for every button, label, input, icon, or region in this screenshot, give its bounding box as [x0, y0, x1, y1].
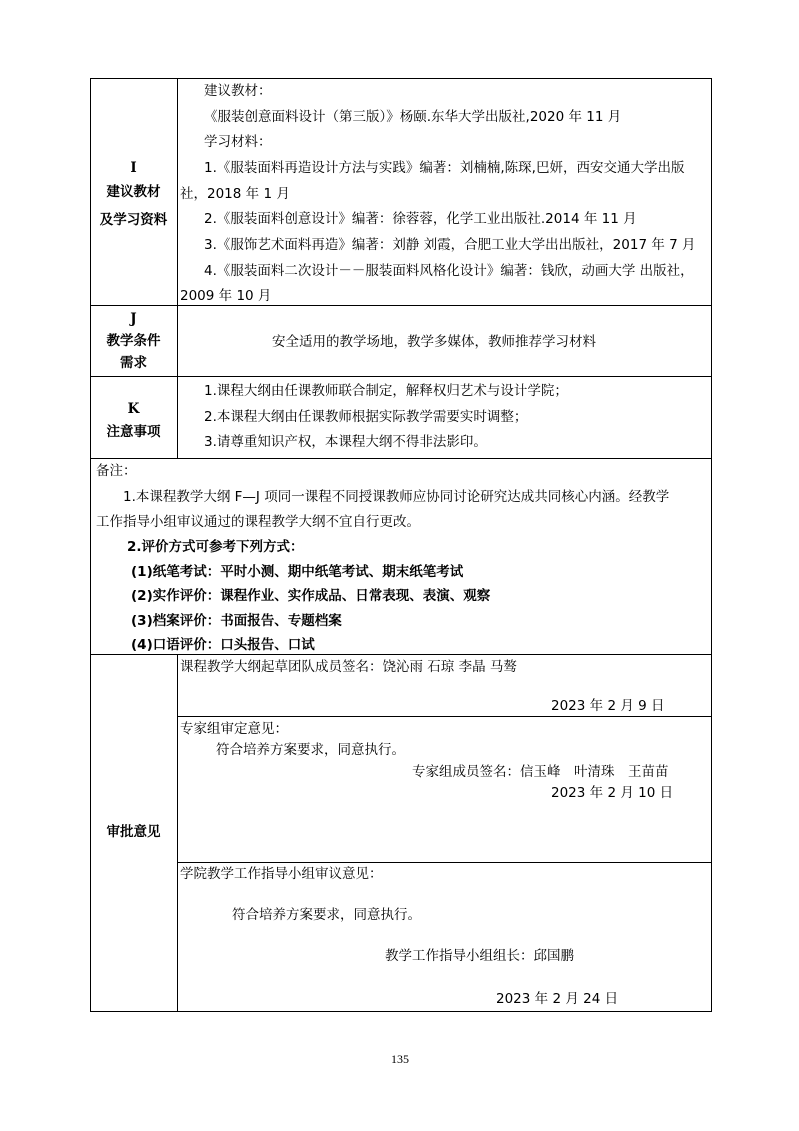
row-divider [90, 654, 711, 655]
notes-line-1b: 工作指导小组审议通过的课程教学大纲不宜自行更改。 [96, 514, 420, 530]
expert-signature: 专家组成员签名：信玉峰 叶清珠 王苗苗 [412, 764, 669, 780]
materials-heading: 学习材料： [204, 134, 272, 150]
table-right-border [711, 78, 712, 1012]
college-opinion: 符合培养方案要求，同意执行。 [232, 907, 421, 923]
college-signature: 教学工作指导小组组长：邱国鹏 [385, 948, 574, 964]
expert-opinion-title: 专家组审定意见： [180, 721, 288, 737]
material-item-2: 2.《服装面料创意设计》编著：徐蓉蓉，化学工业出版社.2014 年 11 月 [204, 211, 637, 227]
notes-line-1a: 1.本课程教学大纲 F—J 项同一课程不同授课教师应协同讨论研究达成共同核心内涵。经教学 [123, 489, 670, 505]
notice-item-2: 2.本课程大纲由任课教师根据实际教学需要实时调整； [204, 409, 528, 425]
evaluation-item-2: (2)实作评价：课程作业、实作成品、日常表现、表演、观察 [131, 588, 491, 604]
evaluation-item-4: (4)口语评价：口头报告、口试 [131, 637, 315, 653]
row-divider [90, 376, 711, 377]
textbook-heading: 建议教材： [204, 83, 272, 99]
table-bottom-border [90, 1011, 711, 1012]
row-divider [90, 458, 711, 459]
page-number: 135 [391, 1052, 409, 1066]
material-item-1: 1.《服装面料再造设计方法与实践》编著：刘楠楠,陈琛,巴妍，西安交通大学出版 [204, 160, 685, 176]
material-item-4: 4.《服装面料二次设计－－服装面料风格化设计》编著：钱欣，动画大学 出版社， [204, 263, 694, 279]
column-divider [177, 78, 178, 458]
material-item-1-cont: 社，2018 年 1 月 [180, 186, 290, 202]
section-k-letter: K [127, 401, 140, 417]
evaluation-item-1: (1)纸笔考试：平时小测、期中纸笔考试、期末纸笔考试 [131, 564, 464, 580]
college-date: 2023 年 2 月 24 日 [496, 991, 619, 1007]
row-divider [177, 862, 711, 863]
section-i-label-line1: 建议教材 [106, 184, 161, 200]
material-item-4-cont: 2009 年 10 月 [180, 288, 272, 304]
table-top-border [90, 78, 711, 79]
textbook-item: 《服装创意面料设计（第三版）》杨颐.东华大学出版社,2020 年 11 月 [204, 109, 622, 125]
notice-item-3: 3.请尊重知识产权，本课程大纲不得非法影印。 [204, 434, 487, 450]
row-divider [90, 305, 711, 306]
college-opinion-title: 学院教学工作指导小组审议意见： [180, 866, 383, 882]
section-i-label-line2: 及学习资料 [99, 212, 168, 228]
expert-opinion: 符合培养方案要求，同意执行。 [216, 742, 405, 758]
notes-line-2: 2.评价方式可参考下列方式： [127, 539, 304, 555]
section-k-label: 注意事项 [106, 424, 161, 440]
approval-label: 审批意见 [106, 824, 161, 840]
column-divider [177, 654, 178, 1012]
team-signature: 课程教学大纲起草团队成员签名：饶沁雨 石琼 李晶 马骜 [180, 659, 517, 675]
section-i-letter: I [130, 160, 137, 176]
row-divider [177, 716, 711, 717]
section-j-label-line1: 教学条件 [106, 333, 161, 349]
expert-date: 2023 年 2 月 10 日 [551, 785, 674, 801]
section-j-letter: J [130, 311, 137, 327]
material-item-3: 3.《服饰艺术面料再造》编著：刘静 刘霞，合肥工业大学出出版社，2017 年 7 月 [204, 237, 696, 253]
section-j-content: 安全适用的教学场地，教学多媒体，教师推荐学习材料 [272, 334, 596, 350]
team-date: 2023 年 2 月 9 日 [551, 698, 665, 714]
notes-title: 备注： [96, 463, 137, 479]
evaluation-item-3: (3)档案评价：书面报告、专题档案 [131, 613, 342, 629]
section-j-label-line2: 需求 [120, 355, 147, 371]
notice-item-1: 1.课程大纲由任课教师联合制定，解释权归艺术与设计学院； [204, 383, 568, 399]
